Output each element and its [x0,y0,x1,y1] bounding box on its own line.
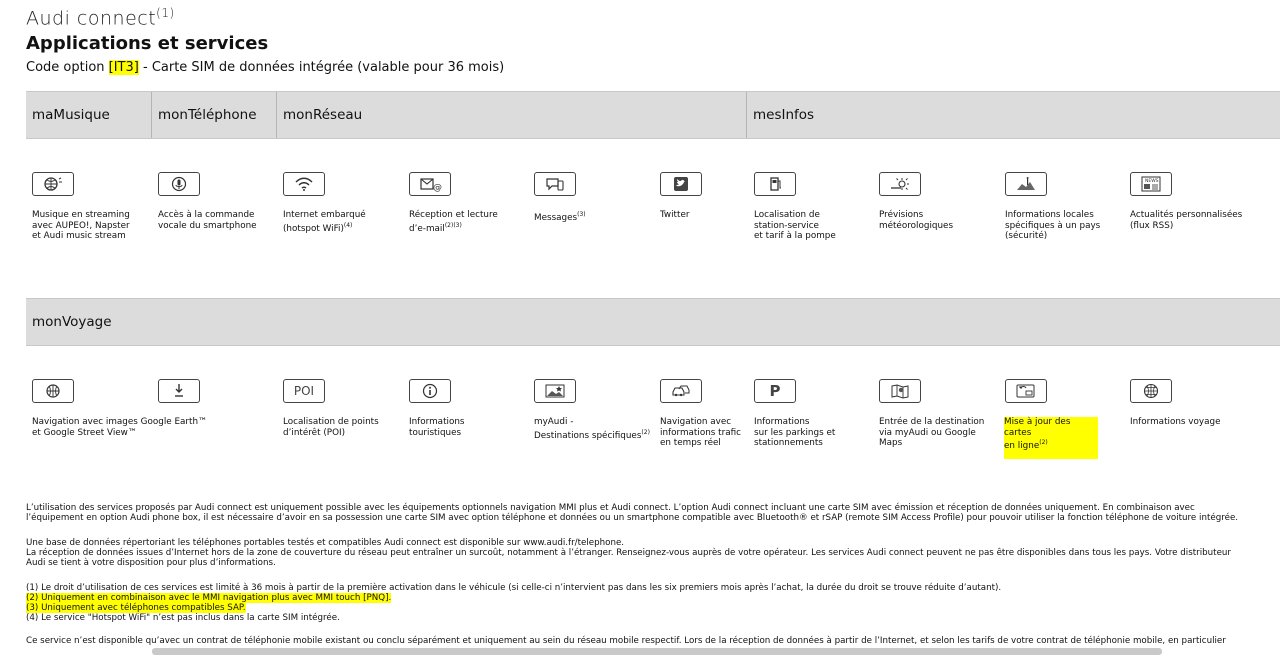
service-label: Localisation de station-service et tarif à la pompe [754,210,836,241]
service-label: Informations voyage [1130,417,1221,427]
svg-text:NEWS: NEWS [1145,179,1159,184]
photo-icon [534,379,576,403]
legal-paragraph: l’équipement en option Audi phone box, il est nécessaire d’avoir en sa possession une carte SIM avec option téléphone et données ou un smartphone compatible avec Bluetooth® et rSAP (remote SIM Access Profile) pour pouvoir utiliser la fonction téléphone de voiture intégrée. [26,513,1239,523]
category-mamusique: maMusique [32,107,110,123]
category-band-1 [26,91,1280,139]
message-icon [534,172,576,196]
service-label: Réception et lecture d’e-mail$^{(2)(3)}$ [409,210,498,234]
legal-paragraph: L’utilisation des services proposés par Audi connect est uniquement possible avec les équipements optionnels navigation MMI plus et Audi connect. L’option Audi connect incluant une carte SIM avec émission et réception de données uniquement. En combinaison avec [26,503,1195,513]
footnote-4: (4) Le service "Hotspot WiFi" n’est pas inclus dans la carte SIM intégrée. [26,613,340,623]
option-line: Code option [IT3] - Carte SIM de données intégrée (valable pour 36 mois) [26,60,505,75]
legal-paragraph: La réception de données issues d’Internet hors de la zone de couverture du réseau peut entraîner un surcoût, notamment à l’étranger. Renseignez-vous auprès de votre opérateur. Les services Audi connect peuvent ne pas être disponibles dans tous les pays. Votre distributeur [26,548,1231,558]
map-destination-icon [879,379,921,403]
globe-icon [32,379,74,403]
music-stream-icon [32,172,74,196]
service-label: Navigation avec informations trafic en temps réel [660,417,741,448]
wifi-icon [283,172,325,196]
category-monreseau: monRéseau [283,107,363,123]
service-label: Musique en streaming avec AUPEO!, Napster et Audi music stream [32,210,130,241]
twitter-icon [660,172,702,196]
service-label: Messages$^{(3)}$ [534,211,586,223]
service-label: Localisation de points d’intérêt (POI) [283,417,379,438]
email-icon [409,172,451,196]
traffic-icon [660,379,702,403]
service-label: Entrée de la destination via myAudi ou Google Maps [879,417,985,448]
service-label: Actualités personnalisées (flux RSS) [1130,210,1243,231]
footnote-1: (1) Le droit d’utilisation de ces services est limité à 36 mois à partir de la première activation dans le véhicule (si celle-ci n’intervient pas dans les six premiers mois après l’achat, la durée du droit se trouve réduite d’autant). [26,583,1002,593]
service-label: Accès à la commande vocale du smartphone [158,210,257,231]
brand-title: Audi connect$^{(1)}$ [26,6,175,30]
parking-icon: P [754,379,796,403]
service-label-highlighted: Mise à jour des cartes en ligne$^{(2)}$ [1004,417,1098,459]
service-label: Navigation avec images Google Earth™ et Google Street View™ [32,417,207,438]
service-label: Informations locales spécifiques à un pays (sécurité) [1005,210,1101,241]
news-icon [1130,172,1172,196]
info-icon [409,379,451,403]
service-label: myAudi - Destinations spécifiques$^{(2)}$ [534,417,650,441]
legal-paragraph: Une base de données répertoriant les téléphones portables testés et compatibles Audi connect est disponible sur www.audi.fr/telephone. [26,538,625,548]
footnote-3: (3) Uniquement avec téléphones compatibles SAP. [26,603,246,613]
service-label: Twitter [660,210,690,220]
location-pin-icon [158,379,200,403]
category-mesinfos: mesInfos [753,107,815,123]
service-label: Informations sur les parkings et stationnements [754,417,836,448]
map-update-icon [1005,379,1047,403]
category-monvoyage: monVoyage [32,314,112,330]
weather-icon [879,172,921,196]
microphone-icon [158,172,200,196]
service-label: Prévisions météorologiques [879,210,954,231]
country-info-icon [1005,172,1047,196]
fuel-pump-icon [754,172,796,196]
option-code: [IT3] [108,60,139,75]
travel-globe-icon [1130,379,1172,403]
service-label: Informations touristiques [409,417,465,438]
page-title: Applications et services [26,33,269,54]
legal-paragraph: Ce service n’est disponible qu’avec un contrat de téléphonie mobile existant ou conclu séparément et uniquement au sein du réseau mobile respectif. Lors de la réception de données à partir de l’Internet, et selon les tarifs de votre contrat de téléphonie mobile, en particulier [26,636,1226,646]
category-band-2 [26,298,1280,346]
svg-text:@: @ [433,183,442,193]
category-montelephone: monTéléphone [158,107,257,123]
footnote-2: (2) Uniquement en combinaison avec le MMI navigation plus avec MMI touch [PNQ]. [26,593,392,603]
service-label: Internet embarqué (hotspot WiFi)$^{(4)}$ [283,210,366,234]
horizontal-scrollbar[interactable] [152,648,1162,655]
poi-icon: POI [283,379,325,403]
legal-paragraph: Audi se tient à votre disposition pour plus d’informations. [26,558,276,568]
